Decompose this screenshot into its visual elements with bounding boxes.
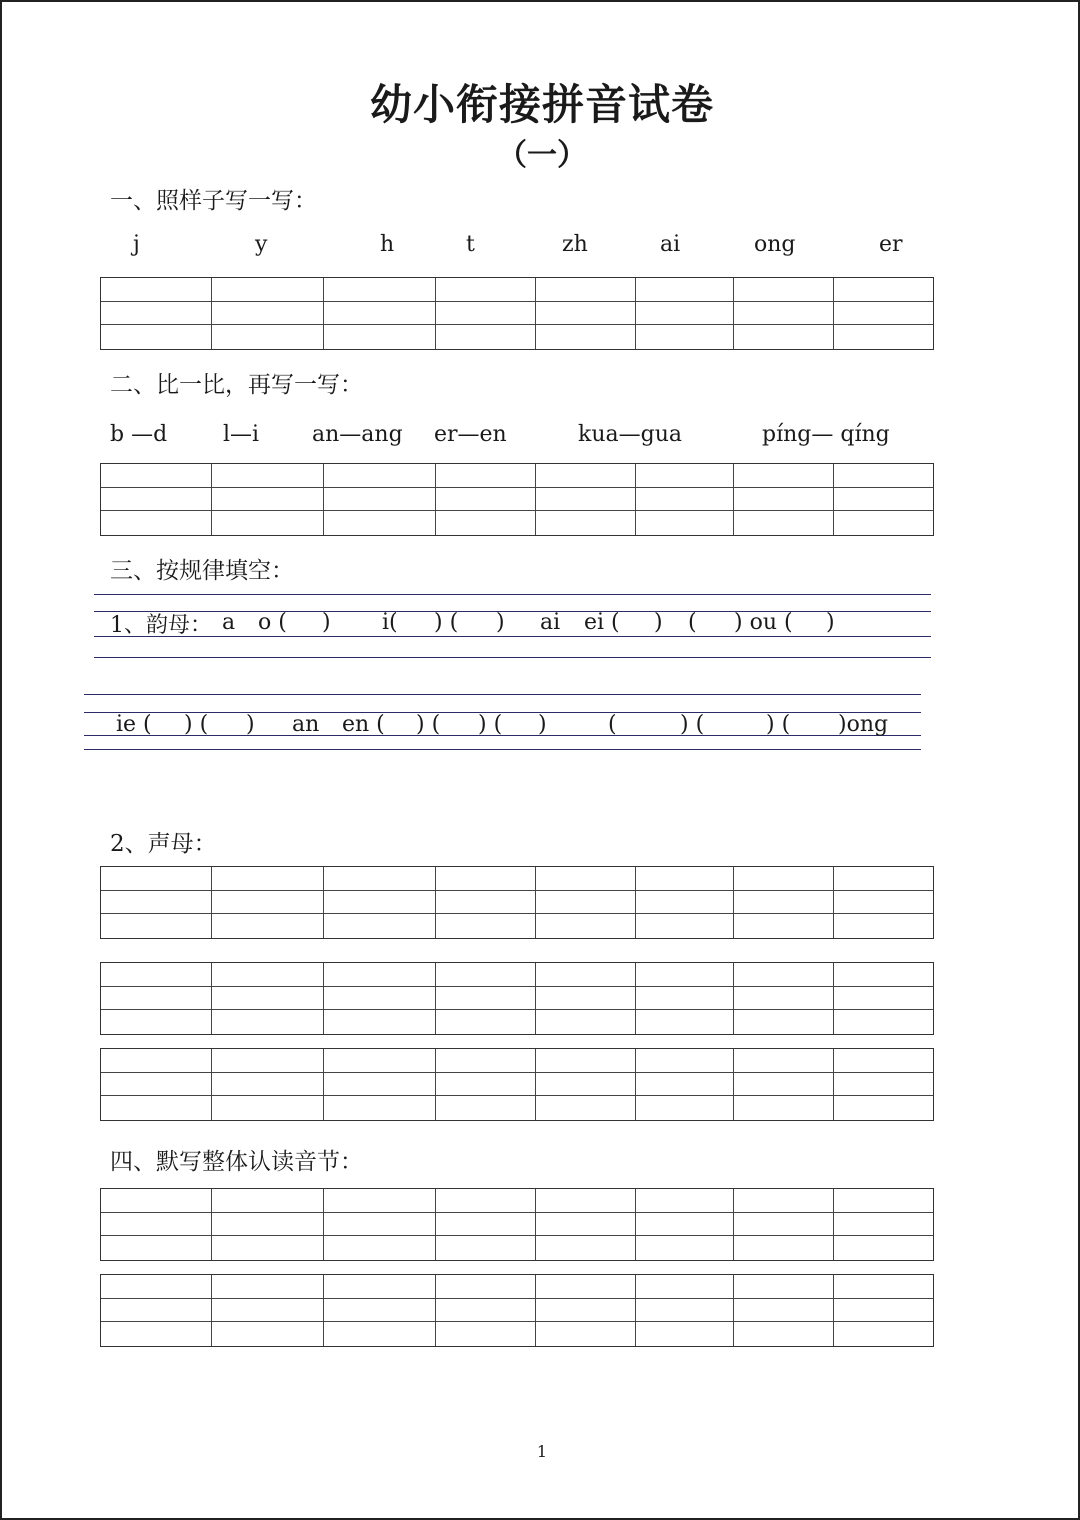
grid-cell[interactable]: [536, 278, 636, 302]
fill-label: 1、韵母：: [110, 613, 212, 638]
writing-grid[interactable]: [100, 277, 934, 350]
fill-item: (: [608, 712, 617, 737]
guide-line: [94, 636, 931, 637]
section1-heading: 一、照样子写一写：: [110, 188, 317, 214]
grid-cell[interactable]: [101, 488, 212, 512]
grid-cell[interactable]: [436, 867, 536, 891]
grid-cell[interactable]: [212, 325, 324, 349]
fill-item[interactable]: ) (: [680, 712, 705, 737]
grid-cell[interactable]: [101, 1322, 212, 1346]
fill-item: (: [688, 610, 697, 635]
grid-cell[interactable]: [734, 464, 834, 488]
grid-cell[interactable]: [636, 1049, 734, 1073]
grid-cell[interactable]: [436, 1010, 536, 1034]
grid-cell[interactable]: [436, 987, 536, 1011]
grid-cell[interactable]: [101, 1096, 212, 1120]
grid-cell[interactable]: [324, 1275, 436, 1299]
grid-cell[interactable]: [536, 1275, 636, 1299]
grid-cell[interactable]: [436, 325, 536, 349]
fill-item: i(: [382, 610, 398, 635]
grid-cell[interactable]: [734, 1010, 834, 1034]
grid-cell[interactable]: [636, 488, 734, 512]
sample-letter: ong: [754, 232, 796, 257]
grid-cell[interactable]: [636, 963, 734, 987]
grid-cell[interactable]: [324, 1010, 436, 1034]
grid-cell[interactable]: [101, 1049, 212, 1073]
grid-cell[interactable]: [324, 1322, 436, 1346]
writing-grid[interactable]: [100, 1188, 934, 1261]
grid-cell[interactable]: [734, 891, 834, 915]
grid-cell[interactable]: [636, 867, 734, 891]
grid-cell[interactable]: [536, 325, 636, 349]
grid-cell[interactable]: [324, 464, 436, 488]
grid-cell[interactable]: [436, 1213, 536, 1237]
grid-cell[interactable]: [734, 1213, 834, 1237]
grid-cell[interactable]: [324, 325, 436, 349]
grid-cell[interactable]: [834, 963, 933, 987]
grid-cell[interactable]: [324, 1073, 436, 1097]
grid-cell[interactable]: [101, 1213, 212, 1237]
fill-item[interactable]: ) (: [766, 712, 791, 737]
grid-cell[interactable]: [636, 325, 734, 349]
compare-pair: kua—gua: [578, 422, 682, 447]
grid-cell[interactable]: [212, 1189, 324, 1213]
grid-cell[interactable]: [436, 891, 536, 915]
grid-cell[interactable]: [834, 1073, 933, 1097]
grid-cell[interactable]: [324, 1189, 436, 1213]
sample-letter: j: [133, 232, 140, 257]
grid-cell[interactable]: [834, 325, 933, 349]
grid-cell[interactable]: [324, 488, 436, 512]
grid-cell[interactable]: [324, 1096, 436, 1120]
grid-cell[interactable]: [536, 1073, 636, 1097]
grid-cell[interactable]: [101, 325, 212, 349]
grid-cell[interactable]: [212, 302, 324, 326]
guide-line: [84, 712, 921, 713]
grid-cell[interactable]: [101, 464, 212, 488]
grid-cell[interactable]: [834, 1322, 933, 1346]
compare-pair: er—en: [434, 422, 507, 447]
fill-item: o (: [258, 610, 287, 635]
grid-cell[interactable]: [734, 987, 834, 1011]
sample-letter: er: [879, 232, 903, 257]
grid-cell[interactable]: [536, 488, 636, 512]
grid-cell[interactable]: [324, 1049, 436, 1073]
fill-item[interactable]: ) (: [416, 712, 441, 737]
grid-cell[interactable]: [734, 1096, 834, 1120]
fill-item: an: [292, 712, 320, 737]
grid-cell[interactable]: [536, 1096, 636, 1120]
grid-cell[interactable]: [636, 914, 734, 938]
fill-item: a: [222, 610, 236, 635]
writing-grid[interactable]: [100, 962, 934, 1035]
grid-cell[interactable]: [436, 488, 536, 512]
grid-cell[interactable]: [536, 867, 636, 891]
fill-item[interactable]: ): [654, 610, 663, 635]
grid-cell[interactable]: [536, 891, 636, 915]
grid-cell[interactable]: [834, 914, 933, 938]
grid-cell[interactable]: [734, 867, 834, 891]
fill-item[interactable]: ) (: [478, 712, 503, 737]
grid-cell[interactable]: [101, 891, 212, 915]
grid-cell[interactable]: [101, 511, 212, 535]
grid-cell[interactable]: [324, 1299, 436, 1323]
grid-cell[interactable]: [734, 1236, 834, 1260]
grid-cell[interactable]: [834, 278, 933, 302]
grid-cell[interactable]: [834, 891, 933, 915]
guide-line: [84, 735, 921, 736]
grid-cell[interactable]: [212, 867, 324, 891]
grid-cell[interactable]: [324, 511, 436, 535]
grid-cell[interactable]: [536, 302, 636, 326]
grid-cell[interactable]: [834, 302, 933, 326]
grid-cell[interactable]: [636, 278, 734, 302]
grid-cell[interactable]: [436, 1189, 536, 1213]
grid-cell[interactable]: [101, 1010, 212, 1034]
grid-cell[interactable]: [834, 511, 933, 535]
grid-cell[interactable]: [636, 1299, 734, 1323]
writing-grid[interactable]: [100, 1048, 934, 1121]
sample-letter: zh: [562, 232, 588, 257]
grid-cell[interactable]: [212, 891, 324, 915]
sample-letter: y: [255, 232, 268, 257]
fill-item[interactable]: ) (: [434, 610, 459, 635]
grid-cell[interactable]: [834, 867, 933, 891]
grid-cell[interactable]: [101, 1189, 212, 1213]
grid-cell[interactable]: [536, 963, 636, 987]
grid-cell[interactable]: [436, 511, 536, 535]
fill-item[interactable]: ) (: [184, 712, 209, 737]
fill-item[interactable]: ): [322, 610, 331, 635]
grid-cell[interactable]: [636, 302, 734, 326]
writing-grid[interactable]: [100, 463, 934, 536]
grid-cell[interactable]: [212, 914, 324, 938]
grid-cell[interactable]: [436, 914, 536, 938]
fill-item[interactable]: ) ou (: [734, 610, 793, 635]
grid-cell[interactable]: [536, 511, 636, 535]
fill-item[interactable]: ): [246, 712, 255, 737]
grid-cell[interactable]: [101, 963, 212, 987]
grid-cell[interactable]: [536, 1213, 636, 1237]
sample-letter: h: [380, 232, 395, 257]
fill-item[interactable]: ): [826, 610, 835, 635]
compare-pair: b —d: [110, 422, 168, 447]
grid-cell[interactable]: [212, 1275, 324, 1299]
grid-cell[interactable]: [834, 1275, 933, 1299]
grid-cell[interactable]: [834, 1096, 933, 1120]
writing-grid[interactable]: [100, 866, 934, 939]
section4-heading: 四、默写整体认读音节：: [110, 1149, 363, 1175]
section3-sub2-heading: 2、声母：: [110, 831, 217, 857]
guide-line: [94, 594, 931, 595]
grid-cell[interactable]: [834, 987, 933, 1011]
grid-cell[interactable]: [212, 1096, 324, 1120]
fill-item[interactable]: ): [496, 610, 505, 635]
grid-cell[interactable]: [834, 488, 933, 512]
grid-cell[interactable]: [436, 1322, 536, 1346]
grid-cell[interactable]: [636, 1322, 734, 1346]
grid-cell[interactable]: [101, 1236, 212, 1260]
grid-cell[interactable]: [536, 1236, 636, 1260]
grid-cell[interactable]: [734, 488, 834, 512]
grid-cell[interactable]: [636, 1010, 734, 1034]
grid-cell[interactable]: [636, 1096, 734, 1120]
page-number: 1: [536, 1442, 548, 1461]
grid-cell[interactable]: [101, 914, 212, 938]
sample-letter: ai: [660, 232, 681, 257]
grid-cell[interactable]: [436, 464, 536, 488]
guide-line: [84, 749, 921, 750]
fill-item[interactable]: )ong: [838, 712, 889, 737]
grid-cell[interactable]: [834, 1049, 933, 1073]
grid-cell[interactable]: [436, 302, 536, 326]
grid-cell[interactable]: [636, 1189, 734, 1213]
grid-cell[interactable]: [636, 891, 734, 915]
grid-cell[interactable]: [834, 464, 933, 488]
grid-cell[interactable]: [734, 1299, 834, 1323]
grid-cell[interactable]: [101, 302, 212, 326]
grid-cell[interactable]: [734, 963, 834, 987]
guide-line: [84, 694, 921, 695]
grid-cell[interactable]: [212, 511, 324, 535]
grid-cell[interactable]: [536, 914, 636, 938]
grid-cell[interactable]: [212, 963, 324, 987]
grid-cell[interactable]: [212, 1073, 324, 1097]
sample-letter: t: [466, 232, 475, 257]
guide-line: [94, 611, 931, 612]
fill-item: ai: [540, 610, 561, 635]
grid-cell[interactable]: [101, 987, 212, 1011]
guide-line: [94, 657, 931, 658]
grid-cell[interactable]: [324, 891, 436, 915]
grid-cell[interactable]: [734, 914, 834, 938]
grid-cell[interactable]: [636, 1236, 734, 1260]
grid-cell[interactable]: [436, 1236, 536, 1260]
grid-cell[interactable]: [436, 1299, 536, 1323]
grid-cell[interactable]: [436, 963, 536, 987]
grid-cell[interactable]: [734, 511, 834, 535]
grid-cell[interactable]: [324, 302, 436, 326]
grid-cell[interactable]: [636, 1073, 734, 1097]
grid-cell[interactable]: [212, 488, 324, 512]
grid-cell[interactable]: [324, 867, 436, 891]
compare-pair: pɪ́ng— qɪ́ng: [762, 422, 890, 447]
grid-cell[interactable]: [834, 1299, 933, 1323]
grid-cell[interactable]: [636, 987, 734, 1011]
grid-cell[interactable]: [834, 1236, 933, 1260]
grid-cell[interactable]: [212, 1049, 324, 1073]
grid-cell[interactable]: [734, 325, 834, 349]
fill-item: en (: [342, 712, 385, 737]
fill-item: ie (: [116, 712, 152, 737]
grid-cell[interactable]: [212, 1299, 324, 1323]
grid-cell[interactable]: [101, 867, 212, 891]
grid-cell[interactable]: [834, 1189, 933, 1213]
section3-heading: 三、按规律填空：: [110, 558, 294, 584]
page-title: 幼小衔接拼音试卷: [369, 80, 714, 129]
grid-cell[interactable]: [734, 1322, 834, 1346]
grid-cell[interactable]: [536, 987, 636, 1011]
grid-cell[interactable]: [212, 278, 324, 302]
grid-cell[interactable]: [536, 1299, 636, 1323]
grid-cell[interactable]: [436, 1073, 536, 1097]
writing-grid[interactable]: [100, 1274, 934, 1347]
grid-cell[interactable]: [636, 511, 734, 535]
grid-cell[interactable]: [436, 1275, 536, 1299]
grid-cell[interactable]: [324, 278, 436, 302]
grid-cell[interactable]: [212, 1322, 324, 1346]
grid-cell[interactable]: [734, 302, 834, 326]
grid-cell[interactable]: [436, 1096, 536, 1120]
grid-cell[interactable]: [436, 278, 536, 302]
page-subtitle: （一）: [497, 138, 587, 173]
grid-cell[interactable]: [324, 963, 436, 987]
fill-item: ei (: [584, 610, 620, 635]
grid-cell[interactable]: [734, 1049, 834, 1073]
grid-cell[interactable]: [324, 1236, 436, 1260]
grid-cell[interactable]: [212, 1236, 324, 1260]
grid-cell[interactable]: [536, 1322, 636, 1346]
section2-heading: 二、比一比，再写一写：: [110, 372, 363, 398]
grid-cell[interactable]: [734, 1275, 834, 1299]
grid-cell[interactable]: [636, 1213, 734, 1237]
grid-cell[interactable]: [324, 987, 436, 1011]
grid-cell[interactable]: [636, 464, 734, 488]
grid-cell[interactable]: [536, 1010, 636, 1034]
grid-cell[interactable]: [101, 1299, 212, 1323]
grid-cell[interactable]: [436, 1049, 536, 1073]
grid-cell[interactable]: [834, 1010, 933, 1034]
grid-cell[interactable]: [101, 278, 212, 302]
grid-cell[interactable]: [636, 1275, 734, 1299]
grid-cell[interactable]: [101, 1275, 212, 1299]
grid-cell[interactable]: [212, 464, 324, 488]
grid-cell[interactable]: [324, 914, 436, 938]
fill-item[interactable]: ): [538, 712, 547, 737]
compare-pair: l—i: [223, 422, 260, 447]
grid-cell[interactable]: [212, 1213, 324, 1237]
grid-cell[interactable]: [734, 278, 834, 302]
grid-cell[interactable]: [734, 1189, 834, 1213]
compare-pair: an—ang: [312, 422, 403, 447]
grid-cell[interactable]: [212, 1010, 324, 1034]
grid-cell[interactable]: [536, 1189, 636, 1213]
grid-cell[interactable]: [536, 464, 636, 488]
grid-cell[interactable]: [324, 1213, 436, 1237]
grid-cell[interactable]: [734, 1073, 834, 1097]
grid-cell[interactable]: [101, 1073, 212, 1097]
grid-cell[interactable]: [536, 1049, 636, 1073]
grid-cell[interactable]: [834, 1213, 933, 1237]
grid-cell[interactable]: [212, 987, 324, 1011]
